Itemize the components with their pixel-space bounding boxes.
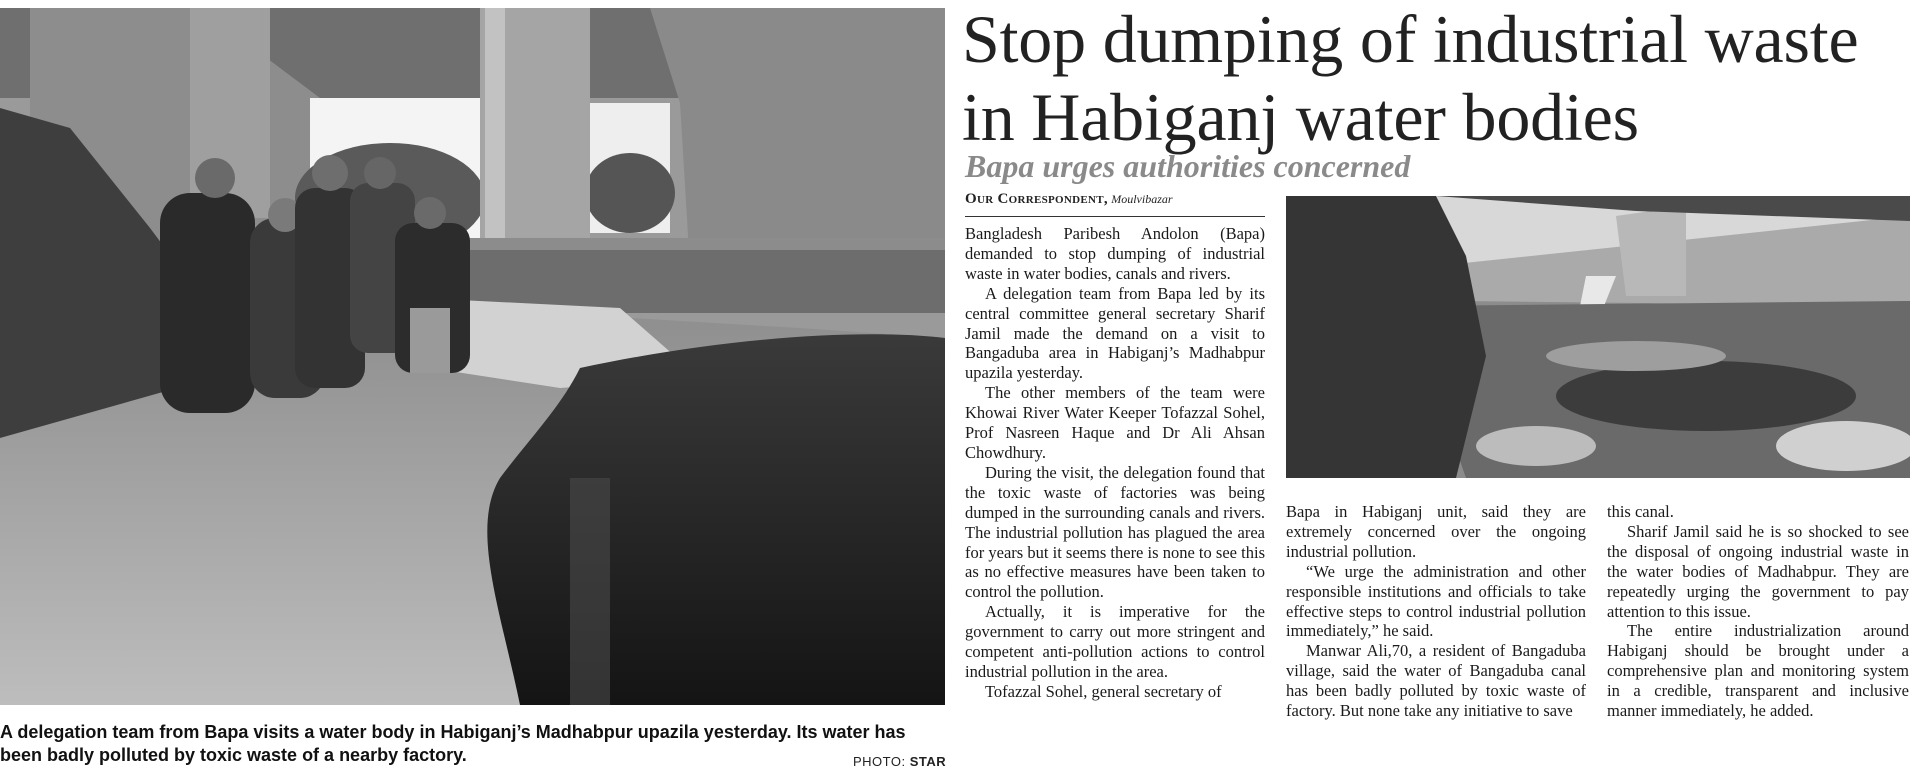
article-paragraph: this canal. (1607, 502, 1674, 521)
article-paragraph: Bapa in Habiganj unit, said they are extremely concerned over the ongoing industrial pollution. (1286, 502, 1586, 561)
left-photo (0, 8, 945, 705)
photo-credit (853, 754, 946, 769)
article-paragraph: Manwar Ali,70, a resident of Bangaduba village, said the water of Bangaduba canal has been badly polluted by toxic waste of factory. But none take any initiative to save (1286, 641, 1586, 721)
photo-credit-label: PHOTO: (853, 754, 906, 769)
canal-photo-image (1286, 196, 1910, 478)
article-paragraph: Bangladesh Paribesh Andolon (Bapa) demanded to stop dumping of industrial waste in water bodies, canals and rivers. (965, 224, 1265, 283)
photo-caption: A delegation team from Bapa visits a water body in Habiganj’s Madhabpur upazila yesterday. Its water has been badly polluted by toxic waste of a nearby factory. (0, 722, 906, 765)
byline-correspondent: Our Correspondent, (965, 191, 1108, 207)
byline-rule (965, 216, 1265, 217)
article-paragraph: Actually, it is imperative for the government to carry out more stringent and competent anti-pollution actions to control industrial pollution in the area. (965, 602, 1265, 681)
photo-credit-source: STAR (909, 754, 947, 769)
article-paragraph: Tofazzal Sohel, general secretary of (985, 681, 1222, 701)
article-column-2 (1286, 502, 1586, 721)
delegation-photo-image (0, 8, 945, 705)
article-column-3 (1607, 502, 1909, 721)
byline-location: Moulvibazar (1111, 192, 1173, 206)
article-paragraph: “We urge the administration and other responsible institutions and officials to take effective steps to control industrial pollution immediately,” he said. (1286, 561, 1586, 641)
article-column-1 (965, 224, 1265, 702)
subhead: Bapa urges authorities concerned (965, 148, 1411, 184)
article-paragraph: The entire industrialization around Habiganj should be brought under a comprehensive plan and monitoring system in a credible, transparent and inclusive manner immediately, he added. (1607, 621, 1909, 721)
article-paragraph: Sharif Jamil said he is so shocked to see the disposal of ongoing industrial waste in the water bodies of Madhabpur. They are repeatedly urging the government to pay attention to this issue. (1607, 521, 1909, 621)
article-paragraph: A delegation team from Bapa led by its central committee general secretary Sharif Jamil made the demand on a visit to Bangaduba area in Habiganj’s Madhabpur upazila yesterday. (965, 283, 1265, 383)
byline (965, 191, 1173, 208)
headline: Stop dumping of industrial waste in Habiganj water bodies (962, 1, 1859, 155)
article-paragraph: During the visit, the delegation found that the toxic waste of factories was being dumped in the surrounding canals and rivers. The industrial pollution has plagued the area for years but it seems there is none to see this as no effective measures have been taken to control the pollution. (965, 462, 1265, 602)
canal-photo (1286, 196, 1910, 478)
article-paragraph: The other members of the team were Khowai River Water Keeper Tofazzal Sohel, Prof Nasreen Haque and Dr Ali Ahsan Chowdhury. (965, 383, 1265, 462)
